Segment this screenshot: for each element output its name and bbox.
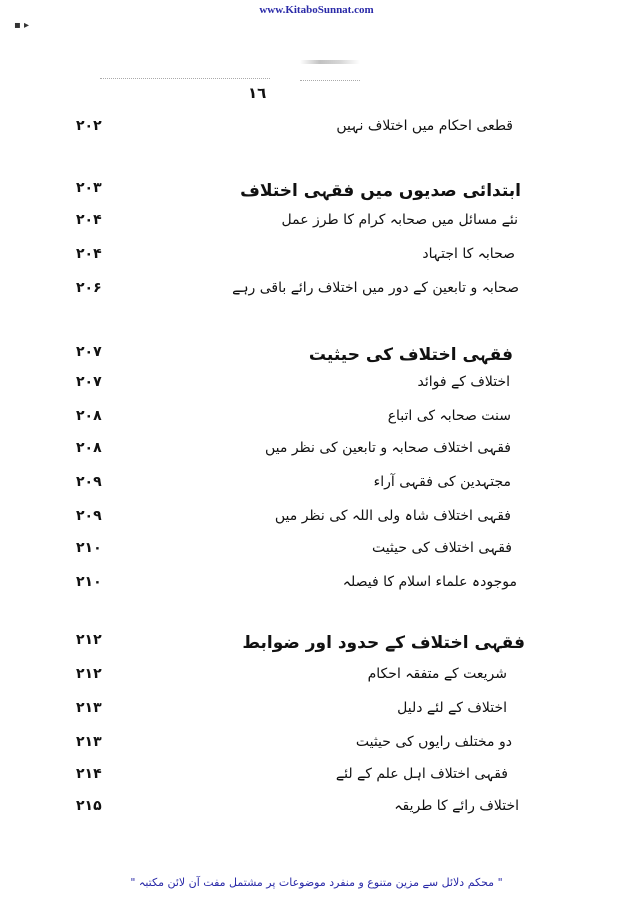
toc-page-number: ۲۰۸ bbox=[76, 440, 102, 456]
toc-title: اختلاف رائے کا طریقہ bbox=[394, 798, 519, 814]
toc-entry bbox=[0, 474, 633, 498]
page-number: ١٦ bbox=[248, 84, 267, 102]
toc-entry bbox=[0, 508, 633, 532]
toc-title: سنت صحابہ کی اتباع bbox=[387, 408, 511, 424]
toc-page-number: ۲۱۰ bbox=[76, 540, 102, 556]
toc-section-heading bbox=[0, 632, 633, 656]
toc-title: اختلاف کے فوائد bbox=[417, 374, 510, 390]
toc-entry bbox=[0, 666, 633, 690]
toc-page-number: ۲۱۴ bbox=[76, 766, 102, 782]
toc-page-number: ۲۰۷ bbox=[76, 374, 102, 390]
toc-title: فقہی اختلاف شاہ ولی اللہ کی نظر میں bbox=[274, 508, 511, 524]
toc-section-heading bbox=[0, 180, 633, 204]
toc-title: نئے مسائل میں صحابہ کرام کا طرز عمل bbox=[281, 212, 518, 228]
toc-page-number: ۲۰۹ bbox=[76, 508, 102, 524]
toc-entry bbox=[0, 374, 633, 398]
toc-title: صحابہ و تابعین کے دور میں اختلاف رائے باقی رہے bbox=[232, 280, 519, 296]
toc-page-number: ۲۱۳ bbox=[76, 734, 102, 750]
toc-entry bbox=[0, 766, 633, 790]
scan-smudge bbox=[300, 60, 360, 64]
toc-page-number: ۲۱۰ bbox=[76, 574, 102, 590]
toc-page-number: ۲۰۳ bbox=[76, 180, 102, 196]
toc-page-number: ۲۱۳ bbox=[76, 700, 102, 716]
toc-title: فقہی اختلاف کی حیثیت bbox=[308, 345, 513, 365]
toc-entry bbox=[0, 408, 633, 432]
footer-tagline: " محکم دلائل سے مزین متنوع و منفرد موضوعات پر مشتمل مفت آن لائن مکتبہ " bbox=[130, 876, 503, 889]
toc-title: ابتدائی صدیوں میں فقہی اختلاف bbox=[240, 181, 521, 201]
toc-title: دو مختلف رایوں کی حیثیت bbox=[355, 734, 512, 750]
toc-title: مجتہدین کی فقہی آراء bbox=[373, 474, 511, 490]
toc-title: صحابہ کا اجتہاد bbox=[422, 246, 515, 262]
toc-entry bbox=[0, 540, 633, 564]
toc-page-number: ۲۰۷ bbox=[76, 344, 102, 360]
toc-title: اختلاف کے لئے دلیل bbox=[397, 700, 507, 716]
toc-page-number: ۲۱۲ bbox=[76, 632, 102, 648]
toc-page-number: ۲۱۲ bbox=[76, 666, 102, 682]
toc-entry bbox=[0, 734, 633, 758]
toc-page-number: ۲۰۹ bbox=[76, 474, 102, 490]
toc-page-number: ۲۰۸ bbox=[76, 408, 102, 424]
toc-title: فقہی اختلاف کی حیثیت bbox=[371, 540, 512, 556]
toc-title: فقہی اختلاف صحابہ و تابعین کی نظر میں bbox=[265, 440, 511, 456]
corner-mark: ▪ ▸ bbox=[14, 20, 29, 31]
toc-entry bbox=[0, 280, 633, 304]
toc-title: فقہی اختلاف اہل علم کے لئے bbox=[335, 766, 508, 782]
toc-page-number: ۲۰۲ bbox=[76, 118, 102, 134]
toc-entry bbox=[0, 700, 633, 724]
toc-page-number: ۲۰۴ bbox=[76, 212, 102, 228]
toc-entry bbox=[0, 798, 633, 822]
toc-title: فقہی اختلاف کے حدود اور ضوابط bbox=[242, 633, 525, 653]
toc-page-number: ۲۱۵ bbox=[76, 798, 102, 814]
toc-entry bbox=[0, 574, 633, 598]
site-url: www.KitaboSunnat.com bbox=[259, 4, 374, 16]
toc-entry bbox=[0, 440, 633, 464]
toc-page-number: ۲۰۶ bbox=[76, 280, 102, 296]
toc-entry bbox=[0, 212, 633, 236]
toc-title: شریعت کے متفقہ احکام bbox=[367, 666, 507, 682]
toc-title: قطعی احکام میں اختلاف نہیں bbox=[336, 118, 513, 134]
dotted-divider bbox=[300, 80, 360, 81]
toc-section-heading bbox=[0, 344, 633, 368]
toc-entry bbox=[0, 118, 633, 142]
toc-page-number: ۲۰۴ bbox=[76, 246, 102, 262]
dotted-divider bbox=[100, 78, 270, 79]
toc-title: موجودہ علماء اسلام کا فیصلہ bbox=[342, 574, 517, 590]
toc-entry bbox=[0, 246, 633, 270]
